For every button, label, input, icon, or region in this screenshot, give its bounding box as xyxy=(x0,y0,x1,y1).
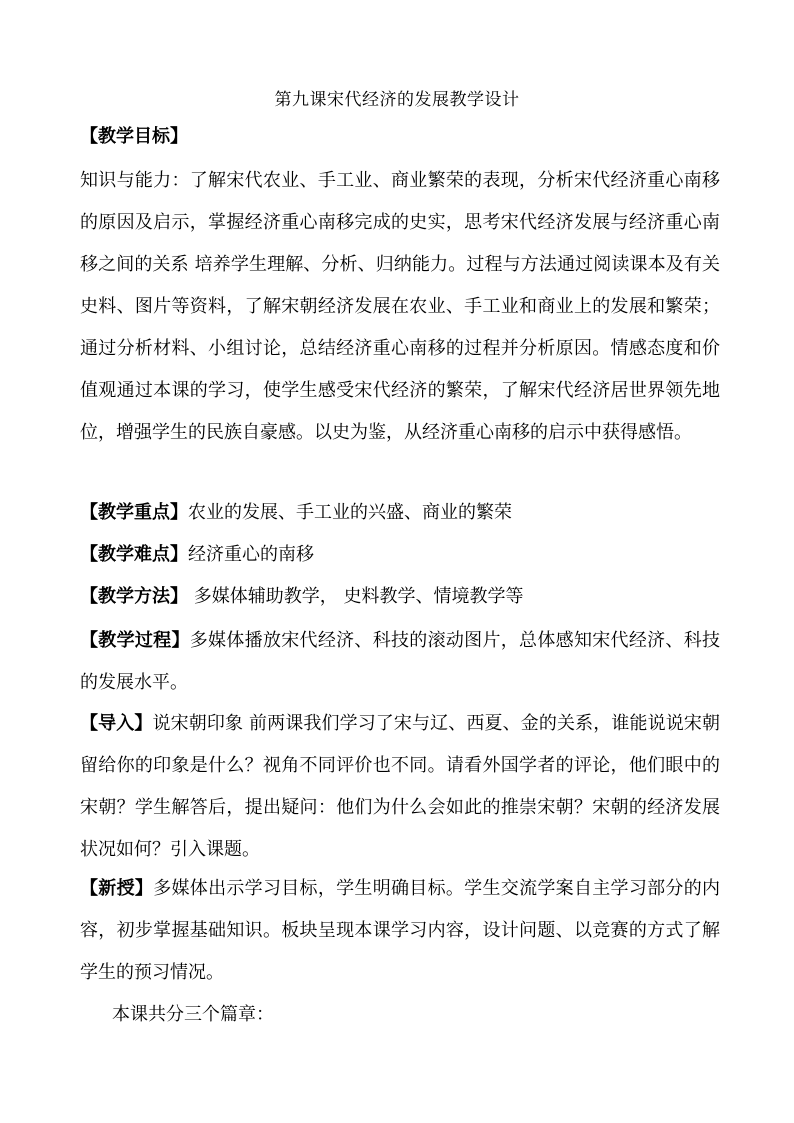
teaching-goal-heading: 【教学目标】 xyxy=(80,126,188,147)
key-points-heading: 【教学重点】 xyxy=(80,502,188,523)
new-lesson-section xyxy=(80,868,720,994)
difficult-points-heading: 【教学难点】 xyxy=(80,544,188,565)
introduction-text: 说宋朝印象 前两课我们学习了宋与辽、西夏、金的关系，谁能说说宋朝留给你的印象是什么？视角不同评价也不同。请看外国学者的评论，他们眼中的宋朝？学生解答后，提出疑问：他们为什么会如此的推崇宋朝？宋朝的经济发展状况如何？引入课题。 xyxy=(80,713,721,860)
objectives-paragraph: 知识与能力：了解宋代农业、手工业、商业繁荣的表现，分析宋代经济重心南移的原因及启示，掌握经济重心南移完成的史实，思考宋代经济发展与经济重心南移之间的关系 培养学生理解、分析、归纳能力。过程与方法通过阅读课本及有关史料、图片等资料，了解宋朝经济发展在农业、手工业和商业上的发展和繁荣；通过分析材料、小组讨论，总结经济重心南移的过程并分析原因。情感态度和价值观通过本课的学习，使学生感受宋代经济的繁荣，了解宋代经济居世界领先地位，增强学生的民族自豪感。以史为鉴，从经济重心南移的启示中获得感悟。 xyxy=(80,170,720,443)
difficult-points-section xyxy=(80,534,720,576)
new-lesson-heading: 【新授】 xyxy=(80,878,154,899)
key-points-section xyxy=(80,492,720,534)
new-lesson-text: 多媒体出示学习目标，学生明确目标。学生交流学案自主学习部分的内容，初步掌握基础知识。板块呈现本课学习内容，设计问题、以竞赛的方式了解学生的预习情况。 xyxy=(80,878,721,983)
teaching-method-heading: 【教学方法】 xyxy=(80,586,188,607)
teaching-goal-section xyxy=(80,116,720,158)
introduction-heading: 【导入】 xyxy=(80,713,153,734)
document-title: 第九课宋代经济的发展教学设计 xyxy=(274,90,520,110)
difficult-points-text: 经济重心的南移 xyxy=(188,544,314,565)
introduction-section xyxy=(80,703,720,871)
teaching-process-section xyxy=(80,620,720,704)
teaching-method-section xyxy=(80,576,720,618)
teaching-process-heading: 【教学过程】 xyxy=(80,630,190,651)
chapters-line: 本课共分三个篇章： xyxy=(112,1004,274,1025)
key-points-text: 农业的发展、手工业的兴盛、商业的繁荣 xyxy=(188,502,512,523)
teaching-method-text: 多媒体辅助教学， 史料教学、情境教学等 xyxy=(188,586,524,607)
teaching-process-text: 多媒体播放宋代经济、科技的滚动图片，总体感知宋代经济、科技的发展水平。 xyxy=(80,630,720,693)
